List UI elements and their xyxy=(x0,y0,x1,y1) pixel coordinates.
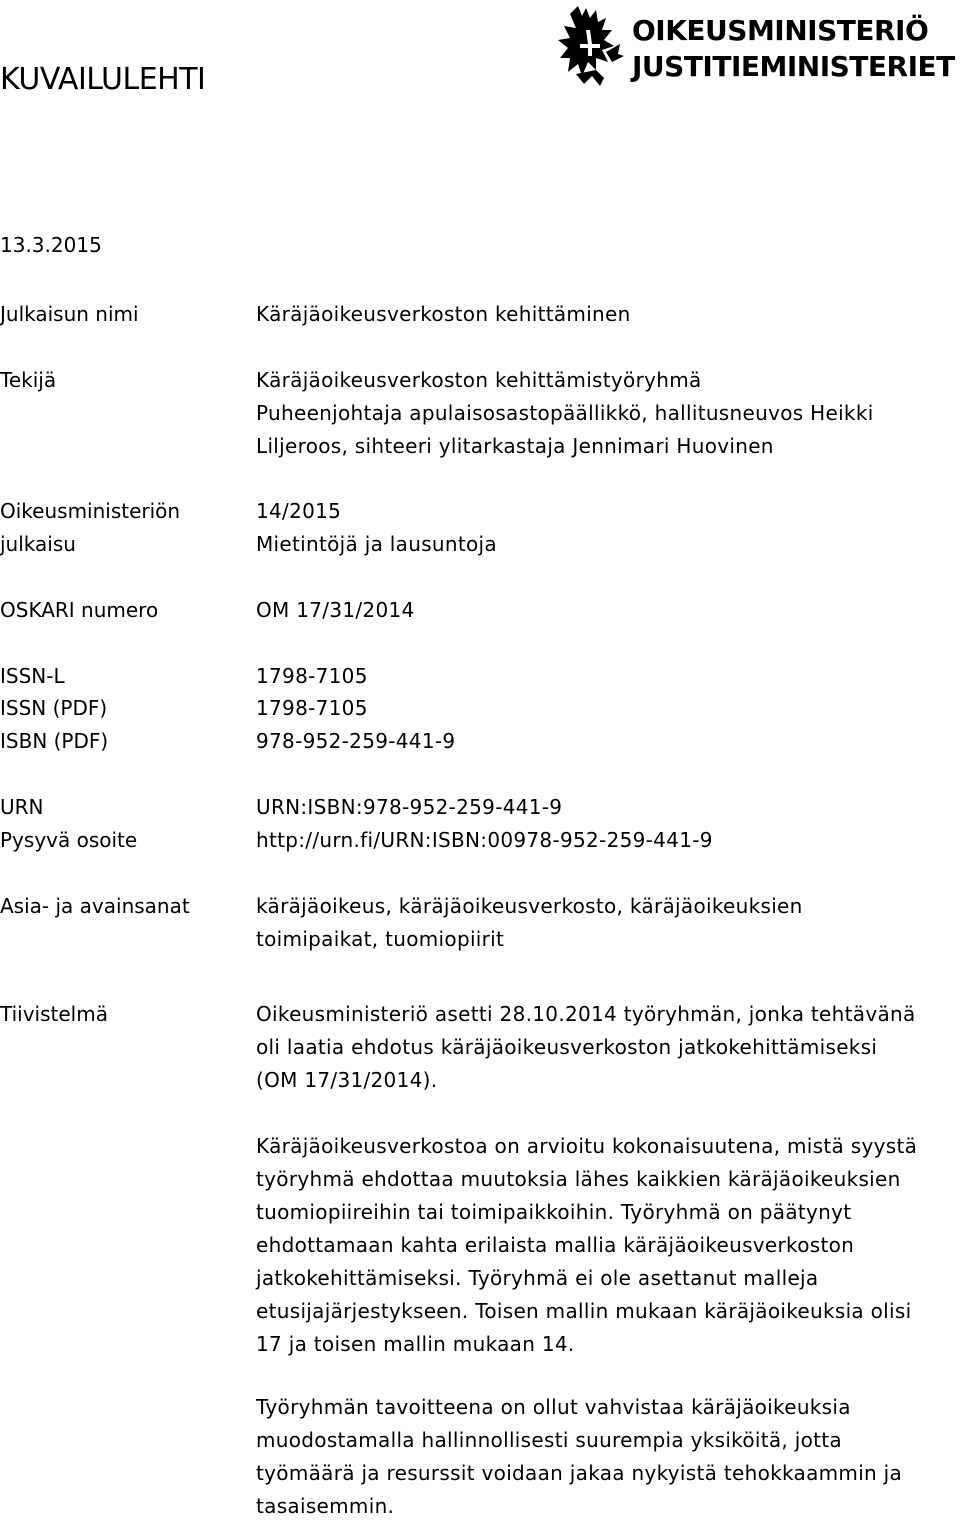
label-avainsanat: Asia- ja avainsanat xyxy=(0,894,190,918)
tiivistelma-line: tuomiopiireihin tai toimipaikkoihin. Työryhmä on päätynyt xyxy=(256,1200,852,1224)
value-tiivistelma-paragraph-3 xyxy=(256,1391,956,1523)
avainsanat-line: toimipaikat, tuomiopiirit xyxy=(256,927,505,951)
tiivistelma-line: työmäärä ja resurssit voidaan jakaa nykyistä tehokkaammin ja xyxy=(256,1461,903,1485)
label-issn-pdf: ISSN (PDF) xyxy=(0,696,108,720)
tiivistelma-line: etusijajärjestykseen. Toisen mallin mukaan käräjäoikeuksia olisi xyxy=(256,1299,912,1323)
tiivistelma-line: Työryhmän tavoitteena on ollut vahvistaa käräjäoikeuksia xyxy=(256,1395,851,1419)
document-date: 13.3.2015 xyxy=(0,233,102,257)
label-issn-l: ISSN-L xyxy=(0,664,65,688)
lion-coat-of-arms-icon xyxy=(556,4,626,88)
tiivistelma-line: Oikeusministeriö asetti 28.10.2014 työryhmän, jonka tehtävänä xyxy=(256,1002,916,1026)
label-oskari: OSKARI numero xyxy=(0,598,159,622)
value-urn: URN:ISBN:978-952-259-441-9 xyxy=(256,795,563,819)
julkaisu-label-line: julkaisu xyxy=(0,532,76,556)
tiivistelma-line: työryhmä ehdottaa muutoksia lähes kaikkien käräjäoikeuksien xyxy=(256,1167,901,1191)
value-isbn-pdf: 978-952-259-441-9 xyxy=(256,729,456,753)
tiivistelma-line: 17 ja toisen mallin mukaan 14. xyxy=(256,1332,575,1356)
tiivistelma-line: ehdottamaan kahta erilaista mallia käräjäoikeusverkoston xyxy=(256,1233,855,1257)
tiivistelma-line: (OM 17/31/2014). xyxy=(256,1068,438,1092)
label-pysyva-osoite: Pysyvä osoite xyxy=(0,828,138,852)
label-tekija: Tekijä xyxy=(0,368,57,392)
label-tiivistelma: Tiivistelmä xyxy=(0,1002,108,1026)
value-tiivistelma-paragraph-2 xyxy=(256,1130,956,1361)
tiivistelma-line: tasaisemmin. xyxy=(256,1494,395,1518)
tiivistelma-line: oli laatia ehdotus käräjäoikeusverkoston jatkokehittämiseksi xyxy=(256,1035,878,1059)
value-issn-l: 1798-7105 xyxy=(256,664,368,688)
tiivistelma-line: muodostamalla hallinnollisesti suurempia yksiköitä, jotta xyxy=(256,1428,842,1452)
logo-text-swedish: JUSTITIEMINISTERIET xyxy=(632,50,955,83)
julkaisu-number: 14/2015 xyxy=(256,499,342,523)
value-issn-pdf: 1798-7105 xyxy=(256,696,368,720)
tiivistelma-line: Käräjäoikeusverkostoa on arvioitu kokonaisuutena, mistä syystä xyxy=(256,1134,918,1158)
value-avainsanat xyxy=(256,890,956,956)
value-pysyva-osoite: http://urn.fi/URN:ISBN:00978-952-259-441-9 xyxy=(256,828,713,852)
julkaisu-series: Mietintöjä ja lausuntoja xyxy=(256,532,497,556)
value-tiivistelma-paragraph-1 xyxy=(256,998,956,1097)
tiivistelma-line: jatkokehittämiseksi. Työryhmä ei ole asettanut malleja xyxy=(256,1266,819,1290)
tekija-line: Puheenjohtaja apulaisosastopäällikkö, hallitusneuvos Heikki xyxy=(256,401,874,425)
value-julkaisu xyxy=(256,495,956,561)
label-urn: URN xyxy=(0,795,44,819)
label-isbn-pdf: ISBN (PDF) xyxy=(0,729,109,753)
ministry-logo xyxy=(556,4,960,90)
value-oskari: OM 17/31/2014 xyxy=(256,598,415,622)
value-tekija xyxy=(256,364,956,463)
tekija-line: Liljeroos, sihteeri ylitarkastaja Jennimari Huovinen xyxy=(256,434,774,458)
document-title: KUVAILULEHTI xyxy=(0,62,206,97)
julkaisu-label-line: Oikeusministeriön xyxy=(0,499,181,523)
tekija-line: Käräjäoikeusverkoston kehittämistyöryhmä xyxy=(256,368,702,392)
logo-text-finnish: OIKEUSMINISTERIÖ xyxy=(632,14,929,47)
label-julkaisun-nimi: Julkaisun nimi xyxy=(0,302,139,326)
label-julkaisu xyxy=(0,495,240,561)
value-julkaisun-nimi: Käräjäoikeusverkoston kehittäminen xyxy=(256,302,631,326)
avainsanat-line: käräjäoikeus, käräjäoikeusverkosto, käräjäoikeuksien xyxy=(256,894,803,918)
